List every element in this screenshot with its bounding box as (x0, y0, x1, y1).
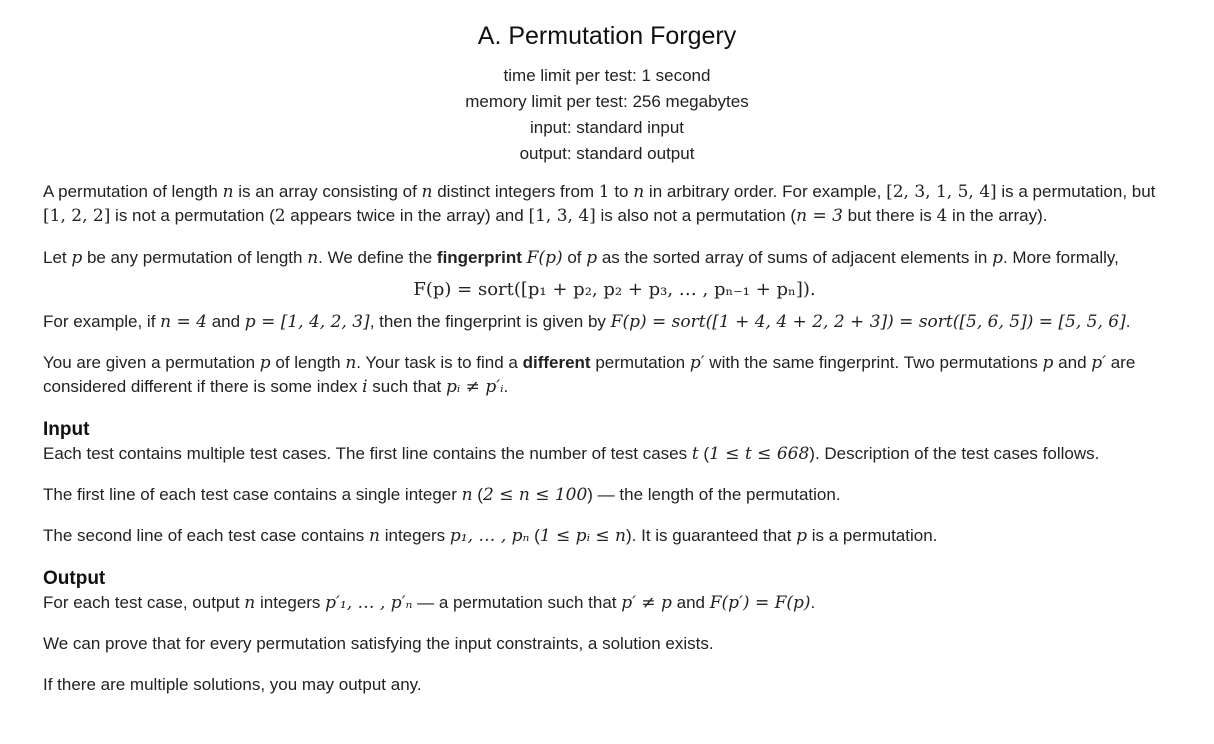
statement-paragraph-2: Let p be any permutation of length n. We define the fingerprint F(p) of p as the sorted array of sums of adjacent elements in p. More formally, (43, 248, 1119, 268)
time-limit: time limit per test: 1 second (503, 66, 711, 85)
input-file: input: standard input (529, 118, 685, 137)
output-line-2: We can prove that for every permutation satisfying the input constraints, a solution exists. (43, 634, 714, 653)
input-section-title: Input (43, 419, 90, 440)
memory-limit: memory limit per test: 256 megabytes (465, 92, 749, 111)
problem-title: A. Permutation Forgery (477, 22, 737, 50)
output-line-3: If there are multiple solutions, you may output any. (43, 675, 422, 694)
output-section-title: Output (43, 568, 106, 589)
statement-paragraph-1: A permutation of length n is an array consisting of n distinct integers from 1 to n in arbitrary order. For example, [2, 3, 1, 5, 4] is a permutation, but [1, 2, 2] is not a permutation (2 appears twice in the array) and [1, 3, 4] is also not a permutation (n = 3 but there is 4 in the array). (43, 182, 1156, 226)
fingerprint-formula: F(p) = sort([p₁ + p₂, p₂ + p₃, … , pₙ₋₁ + pₙ]). (413, 279, 816, 300)
output-file: output: standard output (519, 144, 695, 163)
input-line-2: The first line of each test case contains a single integer n (2 ≤ n ≤ 100) — the length of the permutation. (43, 485, 841, 505)
statement-paragraph-3: For example, if n = 4 and p = [1, 4, 2, 3], then the fingerprint is given by F(p) = sort([1 + 4, 4 + 2, 2 + 3]) = sort([5, 6, 5]) = [5, 5, 6]. (43, 312, 1131, 332)
problem-statement (43, 180, 1186, 697)
input-line-1: Each test contains multiple test cases. The first line contains the number of test cases t (1 ≤ t ≤ 668). Description of the test cases follows. (43, 444, 1100, 464)
problem-header (0, 0, 1214, 167)
output-line-1: For each test case, output n integers p′₁, … , p′ₙ — a permutation such that p′ ≠ p and F(p′) = F(p). (43, 593, 816, 613)
statement-paragraph-4: You are given a permutation p of length n. Your task is to find a different permutation p′ with the same fingerprint. Two permutations p and p′ are considered different if there is some index i such that pᵢ ≠ p′ᵢ. (43, 353, 1136, 397)
input-line-3: The second line of each test case contains n integers p₁, … , pₙ (1 ≤ pᵢ ≤ n). It is guaranteed that p is a permutation. (43, 526, 938, 546)
